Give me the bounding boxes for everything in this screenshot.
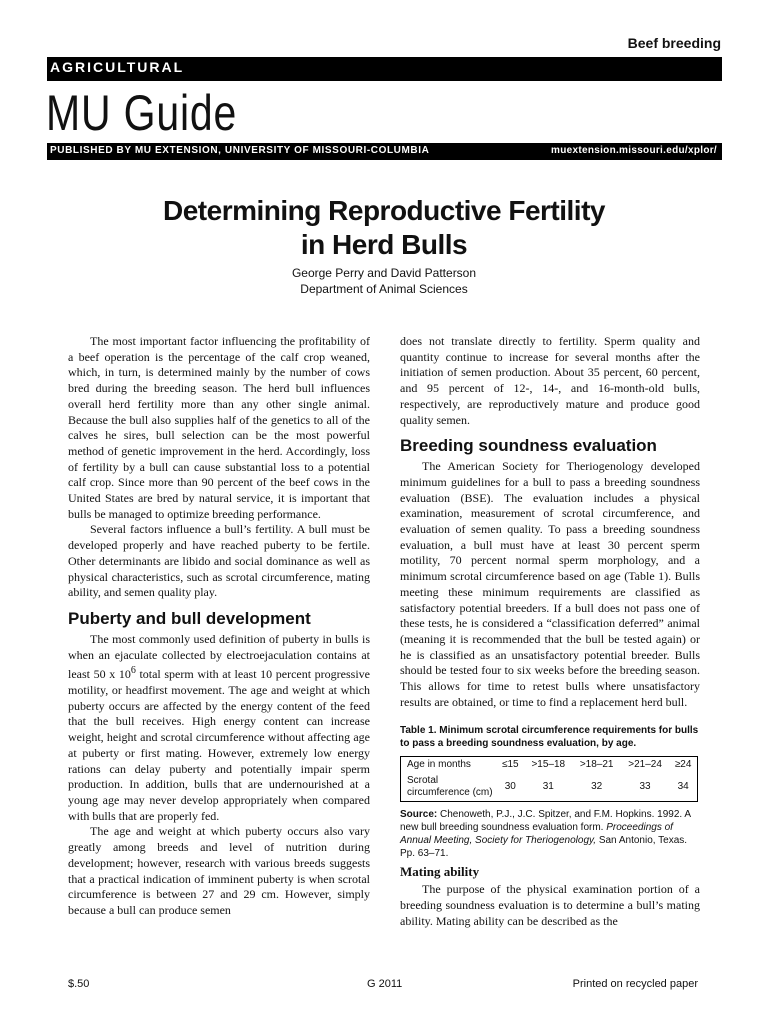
paragraph-factors: Several factors influence a bull’s fertility. A bull must be developed properly and have reached puberty to be fertile. Other determinants are libido and social dominance as well as physical characteristics, such as scrotal circumference, mating ability, and semen quality play.	[68, 522, 370, 600]
right-column	[400, 334, 700, 930]
authors: George Perry and David Patterson	[291, 266, 477, 280]
table-cell: 30	[504, 781, 516, 793]
heading-mating-ability: Mating ability	[400, 864, 480, 880]
table-row	[401, 773, 698, 802]
paragraph-bse: The American Society for Theriogenology developed minimum guidelines for a bull to pass a breeding soundness evaluation (BSE). The evaluation includes a physical examination, measurement of scrotal circumference, and evaluation of semen quality. To pass a breeding soundness evaluation, a bull must have at least 30 percent sperm motility, 70 percent normal sperm morphology, and a minimum scrotal circumference based on age (Table 1). Bulls meeting these minimum requirements are classified as satisfactory potential breeders. If a bull does not pass one of these tests, he is considered a “classification deferred” animal (meaning it is recommended that the bull be tested again) or he is classified as an unsatisfactory potential breeder. Bulls should be tested four to six weeks before the breeding season. This allows for time to retest bulls where unsatisfactory results are obtained, or time to find a replacement herd bull.	[400, 459, 700, 709]
department: Department of Animal Sciences	[300, 282, 468, 296]
paragraph-puberty-breeds: The age and weight at which puberty occurs also vary greatly among breeds and level of nutrition during development; however, research with various breeds suggests that a practical indication of imminent puberty is when scrotal circumference is between 27 and 29 cm. However, simply because a bull can produce semen	[68, 824, 370, 917]
scrotal-circumference-table	[400, 756, 698, 802]
paragraph-sperm-quality: does not translate directly to fertility. Sperm quality and quantity continue to increase for several months after the initiation of semen production. About 35 percent, 60 percent, and 95 percent of 12-, 14-, and 16-month-old bulls, respectively, are reproductively mature and produce good quality semen.	[400, 334, 700, 427]
category-label: Beef breeding	[627, 35, 721, 51]
paragraph-intro: The most important factor influencing the profitability of a beef operation is the percentage of the calf crop weaned, which, in turn, is determined mainly by the number of cows bred during the breeding season. The herd bull influences overall herd fertility more than any other single animal. Because the bull also supplies half of the genetics to all of the calves he sires, bull selection can be the most powerful method of genetic improvement in the herd. Accordingly, loss of fertility by a bull can cause substantial loss to a potential calf crop. Since more than 90 percent of the beef cows in the United States are bred by natural service, it is important that bulls be managed to optimize breeding performance.	[68, 334, 370, 521]
website-url: muextension.missouri.edu/xplor/	[551, 145, 717, 156]
table-cell: >21–24	[628, 759, 662, 771]
publisher-bar	[47, 143, 722, 160]
table-cell: 34	[677, 781, 689, 793]
table-cell: 31	[542, 781, 554, 793]
table-cell: 33	[639, 781, 651, 793]
document-title	[0, 194, 768, 262]
title-line-2: in Herd Bulls	[300, 229, 468, 260]
table-cell: >15–18	[531, 759, 566, 771]
table-row-label: Scrotal circumference (cm)	[407, 775, 493, 799]
table-caption: Table 1. Minimum scrotal circumference requirements for bulls to pass a breeding soundness evaluation, by age.	[400, 725, 699, 750]
mu-guide-logo: MU Guide	[46, 85, 238, 141]
exponent: 6	[130, 665, 136, 677]
publisher-text: PUBLISHED BY MU EXTENSION, UNIVERSITY OF MISSOURI-COLUMBIA	[50, 145, 430, 156]
table-cell: >18–21	[579, 759, 614, 771]
byline	[0, 265, 768, 297]
publication-code: G 2011	[367, 978, 403, 990]
table-row-label: Age in months	[407, 759, 471, 771]
table-source: Source: Chenoweth, P.J., J.C. Spitzer, and F.M. Hopkins. 1992. A new bull breeding soundness evaluation form. Proceedings of Annual Meeting, Society for Theriogenology, San Antonio, Texas. Pp. 63–71.	[400, 809, 691, 860]
title-line-1: Determining Reproductive Fertility	[163, 195, 605, 226]
recycled-note: Printed on recycled paper	[572, 978, 698, 990]
table-cell: ≥24	[674, 759, 692, 771]
table-cell: 32	[591, 781, 603, 793]
paragraph-puberty-definition: The most commonly used definition of puberty in bulls is when an ejaculate collected by electroejaculation contains at least 50 x $10^6$ total sperm with at least 10 percent progressive motility, or headfirst movement. The age and weight at which puberty occurs are affected by the energy content of the feed that the bull receives. High energy content can increase weight, height and scrotal circumference without affecting age at puberty or first mating. However, extremely low energy rations can delay puberty and potentially impair sperm production. In addition, bulls that are undernourished at a young age may never develop appropriately when compared with bulls that are properly fed.	[68, 631, 370, 823]
agricultural-label: AGRICULTURAL	[50, 59, 185, 75]
heading-puberty: Puberty and bull development	[68, 608, 311, 628]
table-cell: ≤15	[501, 759, 519, 771]
left-column	[68, 334, 370, 919]
agricultural-bar	[47, 57, 722, 81]
heading-bse: Breeding soundness evaluation	[400, 436, 657, 456]
paragraph-mating-ability: The purpose of the physical examination portion of a breeding soundness evaluation is to determine a bull’s mating ability. Mating ability can be described as the	[400, 882, 700, 928]
price: $.50	[68, 978, 90, 990]
table-row	[401, 757, 698, 774]
